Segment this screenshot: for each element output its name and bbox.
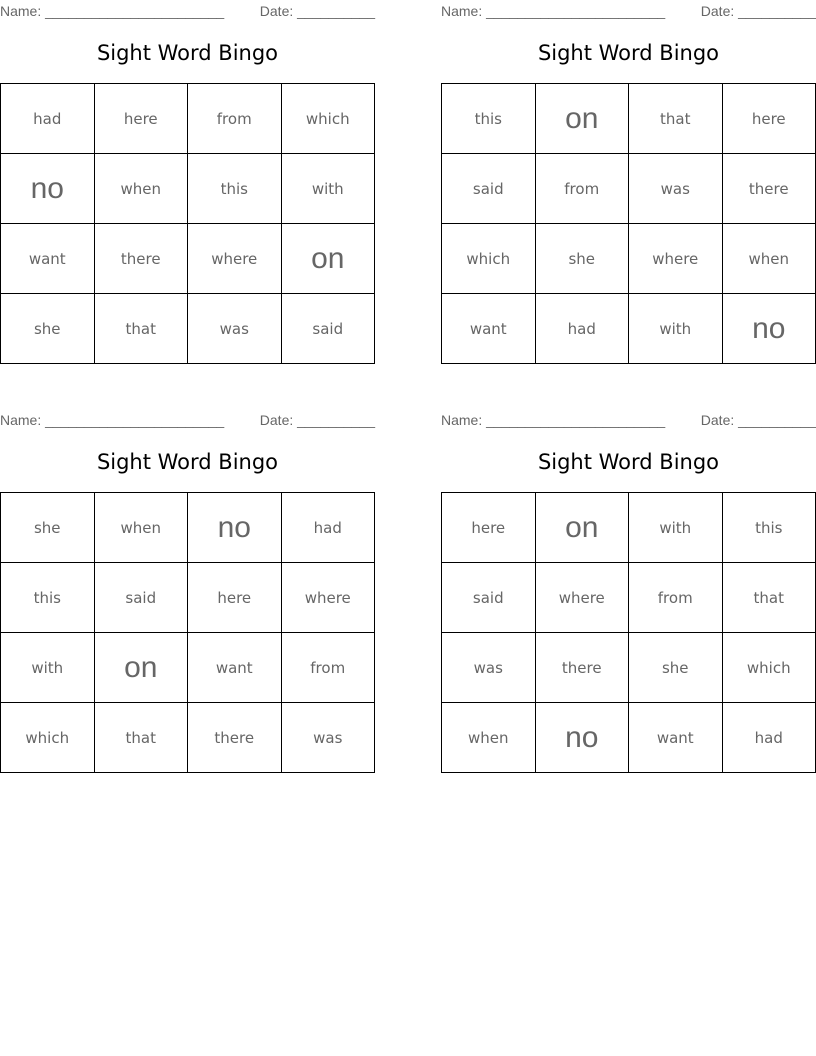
bingo-cell: on [281, 224, 375, 294]
grid-row [442, 563, 816, 633]
name-field: Name: _______________________ [441, 3, 666, 19]
bingo-cell: she [629, 633, 723, 703]
bingo-cell: where [281, 563, 375, 633]
bingo-cell: which [442, 224, 536, 294]
bingo-cell: here [94, 84, 188, 154]
bingo-cell: when [722, 224, 816, 294]
name-date-line [441, 3, 816, 19]
bingo-cell: said [94, 563, 188, 633]
bingo-cell: no [722, 294, 816, 364]
bingo-cell: she [1, 294, 95, 364]
bingo-cell: had [281, 493, 375, 563]
name-field: Name: _______________________ [0, 412, 225, 428]
grid-row [1, 154, 375, 224]
bingo-cell: when [94, 154, 188, 224]
grid-row [1, 563, 375, 633]
bingo-cell: on [535, 84, 629, 154]
bingo-cell: no [188, 493, 282, 563]
grid-row [1, 84, 375, 154]
name-field: Name: _______________________ [0, 3, 225, 19]
bingo-cell: from [281, 633, 375, 703]
bingo-cell: said [442, 154, 536, 224]
bingo-cell: no [1, 154, 95, 224]
grid-row [1, 493, 375, 563]
bingo-cell: here [188, 563, 282, 633]
bingo-cell: here [722, 84, 816, 154]
name-date-line [441, 412, 816, 428]
grid-row [1, 224, 375, 294]
bingo-cell: was [188, 294, 282, 364]
grid-row [442, 224, 816, 294]
bingo-cell: when [94, 493, 188, 563]
bingo-cell: which [281, 84, 375, 154]
bingo-cell: with [281, 154, 375, 224]
bingo-grid [441, 83, 816, 364]
date-field: Date: __________ [259, 3, 375, 19]
bingo-cell: where [535, 563, 629, 633]
bingo-cell: this [722, 493, 816, 563]
grid-row [1, 633, 375, 703]
bingo-cell: want [1, 224, 95, 294]
bingo-cell: from [188, 84, 282, 154]
grid-row [1, 294, 375, 364]
bingo-cell: she [1, 493, 95, 563]
bingo-cell: that [629, 84, 723, 154]
bingo-cell: that [94, 294, 188, 364]
bingo-cell: this [1, 563, 95, 633]
bingo-cell: that [94, 703, 188, 773]
date-field: Date: __________ [700, 412, 816, 428]
bingo-cell: on [94, 633, 188, 703]
bingo-card [0, 409, 375, 774]
card-title: Sight Word Bingo [537, 41, 720, 65]
grid-row [442, 294, 816, 364]
bingo-cell: that [722, 563, 816, 633]
bingo-cell: there [535, 633, 629, 703]
grid-row [442, 633, 816, 703]
bingo-card [441, 409, 816, 774]
bingo-card [441, 0, 816, 365]
card-title: Sight Word Bingo [537, 450, 720, 474]
bingo-cell: which [1, 703, 95, 773]
bingo-grid [441, 492, 816, 773]
bingo-cell: want [442, 294, 536, 364]
bingo-cell: with [629, 493, 723, 563]
bingo-cell: with [629, 294, 723, 364]
date-field: Date: __________ [700, 3, 816, 19]
card-title: Sight Word Bingo [96, 450, 279, 474]
bingo-cell: was [281, 703, 375, 773]
bingo-cell: there [188, 703, 282, 773]
grid-row [442, 84, 816, 154]
date-field: Date: __________ [259, 412, 375, 428]
bingo-cell: want [188, 633, 282, 703]
bingo-grid [0, 83, 375, 364]
bingo-cell: where [629, 224, 723, 294]
bingo-cell: was [629, 154, 723, 224]
bingo-cell: want [629, 703, 723, 773]
bingo-cell: there [722, 154, 816, 224]
bingo-cell: had [535, 294, 629, 364]
bingo-cell: from [535, 154, 629, 224]
card-title: Sight Word Bingo [96, 41, 279, 65]
bingo-cell: where [188, 224, 282, 294]
bingo-cell: from [629, 563, 723, 633]
bingo-cell: this [442, 84, 536, 154]
bingo-cell: here [442, 493, 536, 563]
name-field: Name: _______________________ [441, 412, 666, 428]
bingo-cell: this [188, 154, 282, 224]
grid-row [442, 493, 816, 563]
bingo-cell: no [535, 703, 629, 773]
bingo-cell: had [1, 84, 95, 154]
name-date-line [0, 3, 375, 19]
bingo-cell: had [722, 703, 816, 773]
grid-row [442, 154, 816, 224]
bingo-cell: with [1, 633, 95, 703]
bingo-cell: there [94, 224, 188, 294]
bingo-card [0, 0, 375, 365]
name-date-line [0, 412, 375, 428]
grid-row [442, 703, 816, 773]
bingo-cell: said [442, 563, 536, 633]
bingo-cell: was [442, 633, 536, 703]
grid-row [1, 703, 375, 773]
bingo-cell: said [281, 294, 375, 364]
bingo-grid [0, 492, 375, 773]
bingo-cell: she [535, 224, 629, 294]
bingo-cell: which [722, 633, 816, 703]
bingo-cell: when [442, 703, 536, 773]
bingo-cell: on [535, 493, 629, 563]
